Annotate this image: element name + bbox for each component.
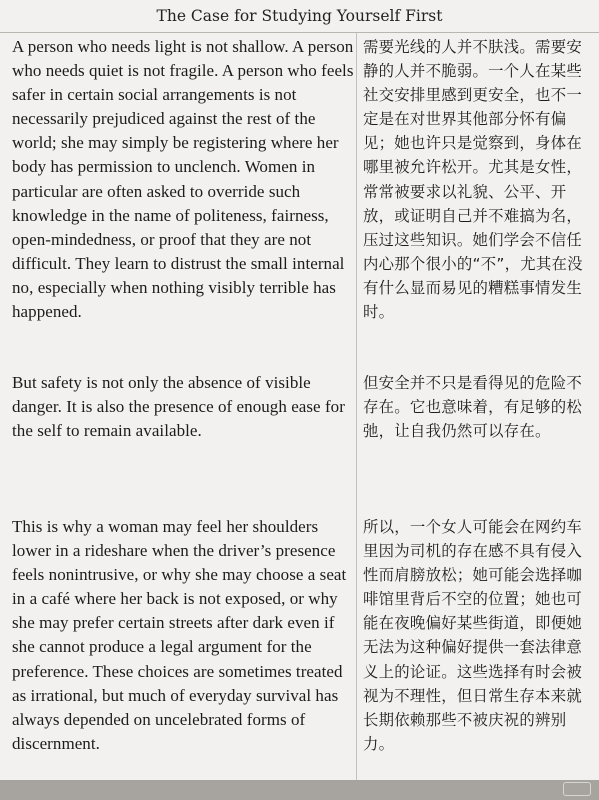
chinese-paragraph-1: 需要光线的人并不肤浅。需要安静的人并不脆弱。一个人在某些社交安排里感到更安全，也不一定是在对世界其他部分怀有偏见；她也许只是觉察到，身体在哪里被允许松开。尤其是女性，常常被要求以礼貌、公平、开放，或证明自己并不难搞为名，压过这些知识。她们学会不信任内心那个很小的“不”，尤其在没有什么显而易见的糟糕事情发生时。 [363,38,583,322]
chinese-paragraph-2: 但安全并不只是看得见的危险不存在。它也意味着，有足够的松弛，让自我仍然可以存在。 [363,374,582,441]
page-title: The Case for Studying Yourself First [0,0,599,33]
english-paragraph-1: A person who needs light is not shallow. A person who needs quiet is not fragile. A person who feels safer in certain social arrangements is not necessarily prejudiced against the rest of the world; she may simply be registering where her body has permission to unclench. Women in particular are often asked to override such knowledge in the name of politeness, fairness, open-mindedness, or proof that they are not difficult. They learn to distrust the small internal no, especially when nothing visibly terrible has happened. [12,37,354,322]
column-divider [356,33,357,780]
chinese-paragraph-3: 所以，一个女人可能会在网约车里因为司机的存在感不具有侵入性而肩膀放松；她可能会选择咖啡馆里背后不空的位置；她也可能在夜晚偏好某些街道，即便她无法为这种偏好提供一套法律意义上的论证。这些选择有时会被视为不理性，但日常生存本来就长期依赖那些不被庆祝的辨别力。 [363,518,582,753]
english-paragraph-3: This is why a woman may feel her shoulders lower in a rideshare when the driver’s presence feels nonintrusive, or why she may choose a seat in a café where her back is not exposed, or why she may prefer certain streets after dark even if she cannot produce a legal argument for the preference. These choices are sometimes treated as irrational, but much of everyday survival has always depended on uncelebrated forms of discernment. [12,517,347,753]
watermark-logo [563,782,591,796]
english-paragraph-2: But safety is not only the absence of visible danger. It is also the presence of enough ease for the self to remain available. [12,373,345,441]
footer-bar [0,780,599,800]
